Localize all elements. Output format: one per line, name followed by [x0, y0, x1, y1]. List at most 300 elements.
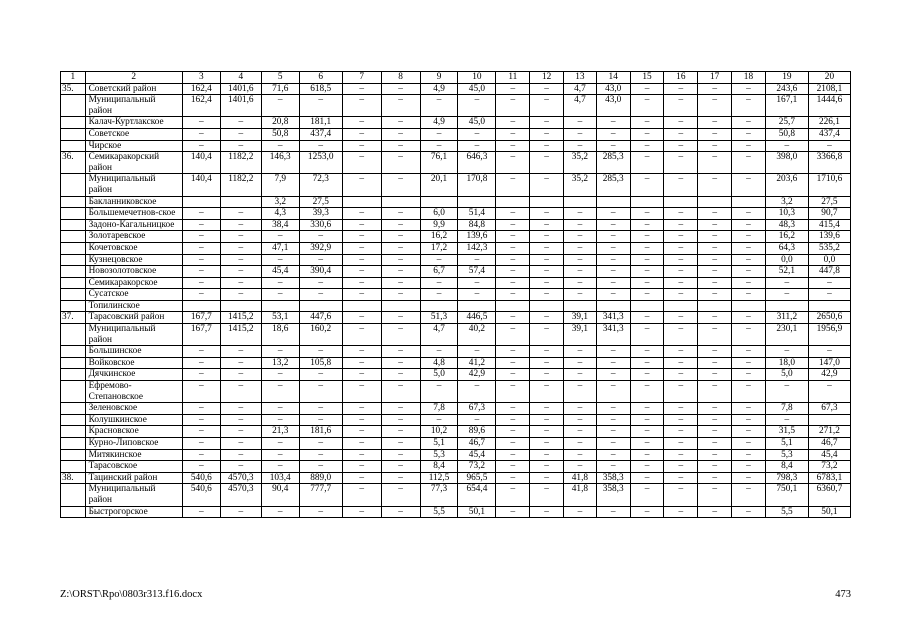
value-cell: – — [630, 231, 664, 243]
territory-name: Колушкинское — [85, 414, 182, 426]
value-cell: – — [496, 289, 530, 301]
value-cell — [664, 300, 698, 312]
value-cell: – — [261, 254, 299, 266]
value-cell: 6783,1 — [808, 472, 850, 484]
row-number — [61, 346, 86, 358]
value-cell: – — [564, 449, 597, 461]
value-cell: – — [342, 403, 381, 415]
row-number — [61, 449, 86, 461]
value-cell: – — [182, 449, 220, 461]
value-cell — [220, 300, 261, 312]
value-cell: – — [530, 426, 564, 438]
value-cell: – — [342, 449, 381, 461]
value-cell: – — [732, 414, 766, 426]
value-cell: – — [496, 219, 530, 231]
value-cell: – — [732, 449, 766, 461]
value-cell: – — [530, 324, 564, 346]
value-cell: – — [698, 414, 732, 426]
value-cell: – — [381, 426, 420, 438]
territory-name: Тарасовский район — [85, 312, 182, 324]
value-cell: – — [808, 289, 850, 301]
column-number: 8 — [381, 72, 420, 84]
value-cell: – — [664, 472, 698, 484]
row-number — [61, 242, 86, 254]
value-cell: – — [698, 381, 732, 403]
value-cell: – — [765, 289, 808, 301]
value-cell: – — [698, 140, 732, 152]
value-cell: – — [182, 242, 220, 254]
value-cell: 146,3 — [261, 152, 299, 174]
value-cell: – — [664, 484, 698, 506]
value-cell: 25,7 — [765, 117, 808, 129]
value-cell: – — [664, 219, 698, 231]
row-number — [61, 174, 86, 196]
value-cell: – — [342, 128, 381, 140]
value-cell — [458, 300, 496, 312]
value-cell: – — [664, 266, 698, 278]
value-cell: – — [182, 140, 220, 152]
value-cell: 45,0 — [458, 83, 496, 95]
value-cell — [732, 196, 766, 208]
value-cell: – — [630, 438, 664, 450]
value-cell: – — [261, 277, 299, 289]
value-cell: 42,9 — [458, 369, 496, 381]
value-cell: 47,1 — [261, 242, 299, 254]
value-cell: – — [530, 117, 564, 129]
value-cell: – — [564, 254, 597, 266]
territory-name: Калач-Куртлакское — [85, 117, 182, 129]
value-cell — [496, 196, 530, 208]
value-cell: – — [732, 140, 766, 152]
value-cell: – — [530, 254, 564, 266]
value-cell: – — [698, 449, 732, 461]
value-cell: – — [530, 369, 564, 381]
value-cell: – — [381, 346, 420, 358]
value-cell: – — [381, 277, 420, 289]
value-cell: – — [698, 128, 732, 140]
value-cell: – — [182, 128, 220, 140]
row-number: 35. — [61, 83, 86, 95]
column-number: 4 — [220, 72, 261, 84]
value-cell: – — [564, 438, 597, 450]
value-cell: – — [664, 449, 698, 461]
value-cell: – — [261, 346, 299, 358]
value-cell: – — [381, 324, 420, 346]
value-cell: 341,3 — [596, 324, 630, 346]
value-cell: – — [381, 219, 420, 231]
value-cell: – — [261, 461, 299, 473]
value-cell: – — [664, 242, 698, 254]
value-cell: 112,5 — [420, 472, 458, 484]
value-cell: – — [381, 449, 420, 461]
value-cell: – — [342, 83, 381, 95]
value-cell: – — [496, 461, 530, 473]
value-cell: – — [182, 414, 220, 426]
value-cell: – — [596, 219, 630, 231]
value-cell: – — [496, 254, 530, 266]
value-cell: – — [342, 381, 381, 403]
table-row — [61, 277, 851, 289]
table-row — [61, 312, 851, 324]
value-cell: – — [596, 461, 630, 473]
value-cell: – — [182, 266, 220, 278]
value-cell: – — [496, 381, 530, 403]
value-cell: – — [420, 277, 458, 289]
value-cell: – — [630, 242, 664, 254]
value-cell: 10,2 — [420, 426, 458, 438]
territory-name: Муниципальный район — [85, 174, 182, 196]
row-number — [61, 208, 86, 220]
value-cell: – — [698, 346, 732, 358]
value-cell: 6,7 — [420, 266, 458, 278]
value-cell: – — [698, 266, 732, 278]
value-cell: – — [664, 312, 698, 324]
territory-name: Семикаракорское — [85, 277, 182, 289]
value-cell: – — [564, 242, 597, 254]
value-cell: 1253,0 — [299, 152, 342, 174]
value-cell: – — [732, 324, 766, 346]
value-cell: – — [664, 128, 698, 140]
value-cell: – — [664, 403, 698, 415]
value-cell: 20,1 — [420, 174, 458, 196]
column-number: 1 — [61, 72, 86, 84]
value-cell: – — [564, 357, 597, 369]
row-number — [61, 231, 86, 243]
value-cell: – — [530, 277, 564, 289]
value-cell: 90,7 — [808, 208, 850, 220]
value-cell: 40,2 — [458, 324, 496, 346]
value-cell: – — [732, 369, 766, 381]
value-cell: 17,2 — [420, 242, 458, 254]
value-cell: 76,1 — [420, 152, 458, 174]
value-cell: 170,8 — [458, 174, 496, 196]
value-cell: – — [496, 506, 530, 518]
table-row — [61, 381, 851, 403]
value-cell: 31,5 — [765, 426, 808, 438]
value-cell: – — [496, 128, 530, 140]
value-cell: 4,3 — [261, 208, 299, 220]
value-cell: 4,9 — [420, 117, 458, 129]
value-cell: 51,3 — [420, 312, 458, 324]
value-cell: – — [530, 289, 564, 301]
value-cell: – — [596, 254, 630, 266]
value-cell: – — [732, 312, 766, 324]
row-number — [61, 266, 86, 278]
value-cell: 437,4 — [299, 128, 342, 140]
value-cell: – — [732, 95, 766, 117]
value-cell: – — [698, 506, 732, 518]
value-cell: 16,2 — [420, 231, 458, 243]
value-cell: – — [342, 95, 381, 117]
value-cell: – — [530, 219, 564, 231]
value-cell: – — [765, 414, 808, 426]
column-number: 10 — [458, 72, 496, 84]
value-cell: 654,4 — [458, 484, 496, 506]
value-cell: – — [698, 289, 732, 301]
value-cell — [732, 300, 766, 312]
value-cell: – — [220, 449, 261, 461]
value-cell — [808, 414, 850, 426]
value-cell: – — [698, 403, 732, 415]
value-cell: – — [220, 117, 261, 129]
territory-name: Тацинский район — [85, 472, 182, 484]
value-cell: 67,3 — [458, 403, 496, 415]
value-cell: 18,6 — [261, 324, 299, 346]
value-cell: – — [596, 140, 630, 152]
territory-name: Муниципальный район — [85, 95, 182, 117]
column-number: 15 — [630, 72, 664, 84]
value-cell: – — [630, 346, 664, 358]
table-row — [61, 449, 851, 461]
value-cell: 392,9 — [299, 242, 342, 254]
table-row — [61, 254, 851, 266]
value-cell: – — [630, 254, 664, 266]
value-cell: – — [342, 174, 381, 196]
value-cell: – — [220, 403, 261, 415]
value-cell: 447,8 — [808, 266, 850, 278]
value-cell: – — [698, 484, 732, 506]
value-cell — [220, 196, 261, 208]
value-cell: 39,1 — [564, 324, 597, 346]
value-cell: 50,1 — [458, 506, 496, 518]
value-cell: – — [564, 208, 597, 220]
value-cell: 38,4 — [261, 219, 299, 231]
value-cell: – — [530, 231, 564, 243]
value-cell: 5,3 — [420, 449, 458, 461]
value-cell: – — [458, 277, 496, 289]
value-cell: 39,1 — [564, 312, 597, 324]
value-cell: – — [381, 152, 420, 174]
value-cell: – — [664, 346, 698, 358]
table-row — [61, 117, 851, 129]
value-cell: – — [381, 208, 420, 220]
value-cell: – — [342, 461, 381, 473]
value-cell — [564, 196, 597, 208]
value-cell: 142,3 — [458, 242, 496, 254]
table-row — [61, 369, 851, 381]
value-cell: – — [381, 461, 420, 473]
value-cell: – — [261, 438, 299, 450]
value-cell: – — [564, 277, 597, 289]
value-cell: 3366,8 — [808, 152, 850, 174]
value-cell: – — [381, 289, 420, 301]
value-cell: – — [596, 231, 630, 243]
value-cell: – — [664, 117, 698, 129]
value-cell: – — [732, 472, 766, 484]
value-cell: 73,2 — [808, 461, 850, 473]
row-number — [61, 117, 86, 129]
value-cell: 0,0 — [808, 254, 850, 266]
value-cell — [420, 300, 458, 312]
value-cell: – — [496, 83, 530, 95]
value-cell: – — [664, 208, 698, 220]
value-cell: – — [342, 426, 381, 438]
row-number — [61, 95, 86, 117]
value-cell — [596, 196, 630, 208]
value-cell: 18,0 — [765, 357, 808, 369]
value-cell: 618,5 — [299, 83, 342, 95]
value-cell: – — [496, 266, 530, 278]
value-cell: 1710,6 — [808, 174, 850, 196]
value-cell: – — [530, 449, 564, 461]
value-cell: 1182,2 — [220, 152, 261, 174]
value-cell: – — [765, 277, 808, 289]
table-row — [61, 357, 851, 369]
value-cell: – — [732, 357, 766, 369]
value-cell: – — [381, 254, 420, 266]
value-cell — [496, 300, 530, 312]
value-cell: – — [630, 403, 664, 415]
value-cell: – — [530, 506, 564, 518]
value-cell: – — [182, 426, 220, 438]
value-cell: – — [630, 117, 664, 129]
value-cell: – — [220, 369, 261, 381]
value-cell: – — [732, 242, 766, 254]
value-cell: – — [182, 219, 220, 231]
value-cell: – — [564, 140, 597, 152]
value-cell: 43,0 — [596, 83, 630, 95]
value-cell: – — [698, 438, 732, 450]
value-cell: 1444,6 — [808, 95, 850, 117]
value-cell: 889,0 — [299, 472, 342, 484]
value-cell: – — [496, 208, 530, 220]
value-cell: – — [342, 219, 381, 231]
value-cell: 4570,3 — [220, 472, 261, 484]
value-cell: 45,4 — [808, 449, 850, 461]
value-cell: – — [182, 403, 220, 415]
value-cell: – — [698, 357, 732, 369]
value-cell: 4,7 — [564, 95, 597, 117]
value-cell: 50,1 — [808, 506, 850, 518]
value-cell: 437,4 — [808, 128, 850, 140]
row-number — [61, 426, 86, 438]
value-cell: – — [458, 346, 496, 358]
value-cell: – — [530, 472, 564, 484]
value-cell: 71,6 — [261, 83, 299, 95]
territory-name: Муниципальный район — [85, 324, 182, 346]
value-cell: – — [220, 461, 261, 473]
value-cell: – — [342, 414, 381, 426]
territory-name: Семикаракорский район — [85, 152, 182, 174]
territory-name: Топилинское — [85, 300, 182, 312]
value-cell: – — [530, 242, 564, 254]
value-cell: – — [698, 461, 732, 473]
value-cell: 5,0 — [420, 369, 458, 381]
value-cell: – — [530, 484, 564, 506]
value-cell: 8,4 — [765, 461, 808, 473]
value-cell: – — [299, 346, 342, 358]
value-cell: – — [564, 414, 597, 426]
value-cell: 2650,6 — [808, 312, 850, 324]
value-cell — [342, 196, 381, 208]
row-number — [61, 369, 86, 381]
value-cell: – — [530, 438, 564, 450]
value-cell: – — [732, 403, 766, 415]
value-cell: – — [630, 289, 664, 301]
value-cell: – — [420, 289, 458, 301]
value-cell: – — [732, 152, 766, 174]
value-cell: – — [630, 128, 664, 140]
value-cell: – — [299, 254, 342, 266]
value-cell: 7,9 — [261, 174, 299, 196]
column-number: 9 — [420, 72, 458, 84]
value-cell: – — [342, 231, 381, 243]
value-cell: – — [630, 208, 664, 220]
table-row — [61, 461, 851, 473]
value-cell: 50,8 — [765, 128, 808, 140]
value-cell: 5,1 — [765, 438, 808, 450]
value-cell: – — [496, 414, 530, 426]
value-cell: – — [182, 231, 220, 243]
value-cell: – — [342, 117, 381, 129]
territory-name: Советское — [85, 128, 182, 140]
value-cell: – — [220, 254, 261, 266]
value-cell: – — [664, 231, 698, 243]
value-cell: – — [808, 346, 850, 358]
value-cell: – — [420, 95, 458, 117]
value-cell: – — [496, 346, 530, 358]
value-cell: – — [220, 414, 261, 426]
table-row — [61, 219, 851, 231]
value-cell: – — [458, 95, 496, 117]
value-cell: – — [261, 414, 299, 426]
value-cell: 203,6 — [765, 174, 808, 196]
value-cell: – — [698, 312, 732, 324]
value-cell: 27,5 — [808, 196, 850, 208]
value-cell: 48,3 — [765, 219, 808, 231]
value-cell: – — [732, 438, 766, 450]
value-cell: – — [564, 381, 597, 403]
value-cell: – — [496, 95, 530, 117]
value-cell: – — [182, 346, 220, 358]
value-cell: – — [261, 289, 299, 301]
row-number: 38. — [61, 472, 86, 484]
value-cell: – — [530, 266, 564, 278]
value-cell: – — [596, 506, 630, 518]
territory-name: Большинское — [85, 346, 182, 358]
value-cell: – — [342, 369, 381, 381]
table-row — [61, 426, 851, 438]
value-cell: 7,8 — [765, 403, 808, 415]
value-cell: 140,4 — [182, 152, 220, 174]
value-cell: – — [732, 461, 766, 473]
value-cell: 1182,2 — [220, 174, 261, 196]
value-cell: – — [261, 506, 299, 518]
value-cell: – — [698, 472, 732, 484]
footer-file-path: Z:\ORST\Rpo\0803r313.f16.docx — [60, 589, 203, 600]
value-cell: – — [664, 369, 698, 381]
value-cell: – — [182, 357, 220, 369]
value-cell: 285,3 — [596, 174, 630, 196]
value-cell: 330,6 — [299, 219, 342, 231]
value-cell: – — [698, 231, 732, 243]
value-cell — [698, 300, 732, 312]
value-cell: – — [220, 208, 261, 220]
value-cell: – — [732, 254, 766, 266]
value-cell: 965,5 — [458, 472, 496, 484]
value-cell: 311,2 — [765, 312, 808, 324]
value-cell: – — [664, 438, 698, 450]
value-cell: – — [596, 277, 630, 289]
value-cell: 45,4 — [458, 449, 496, 461]
value-cell: – — [299, 403, 342, 415]
value-cell: – — [732, 117, 766, 129]
value-cell: – — [732, 381, 766, 403]
value-cell: – — [299, 289, 342, 301]
value-cell: 72,3 — [299, 174, 342, 196]
value-cell: – — [381, 128, 420, 140]
value-cell: 89,6 — [458, 426, 496, 438]
